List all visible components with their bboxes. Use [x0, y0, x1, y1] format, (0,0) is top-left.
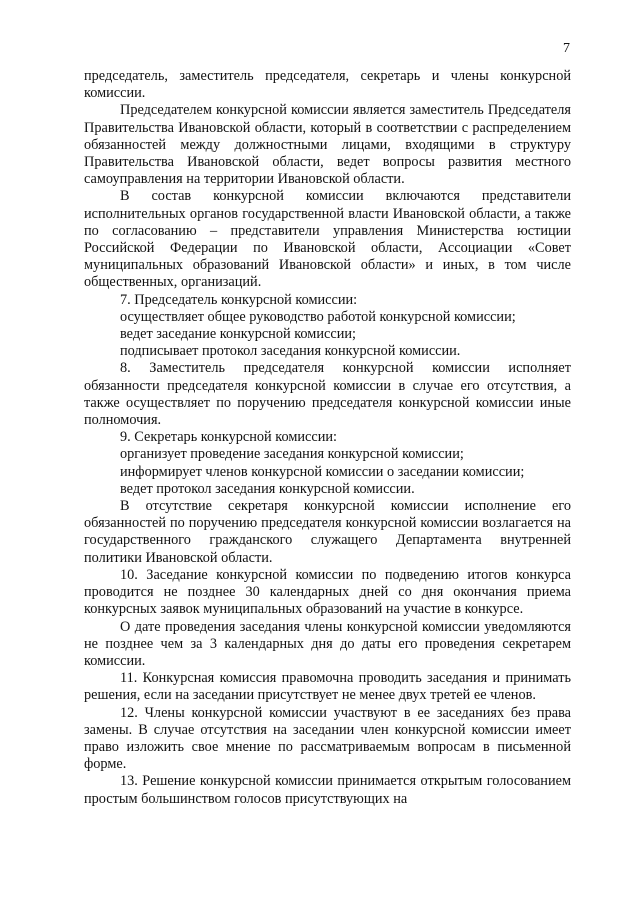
paragraph: подписывает протокол заседания конкурсной комиссии. [120, 343, 461, 360]
paragraph: 12. Члены конкурсной комиссии участвуют в ее заседаниях без права замены. В случае отсутствия на заседании член конкурсной комиссии имеет право изложить свое мнение по рассматриваемым вопросам в письменной форме. [84, 704, 571, 773]
paragraph: 7. Председатель конкурсной комиссии: [120, 291, 358, 308]
paragraph: Председателем конкурсной комиссии является заместитель Председателя Правительства Ивановской области, который в соответствии с распределением обязанностей между должностными лицами, входящими в структуру Правительства Ивановской области, ведет вопросы развития местного самоуправления на территории Ивановской области. [84, 102, 571, 188]
paragraph: осуществляет общее руководство работой конкурсной комиссии; [120, 308, 516, 325]
paragraph: В состав конкурсной комиссии включаются представители исполнительных органов государственной власти Ивановской области, а также по согласованию – представители управления Министерства юстиции Российской Федерации по Ивановской области, Ассоциации «Совет муниципальных образований Ивановской области» и иных, в том числе общественных, организаций. [84, 188, 571, 291]
paragraph: В отсутствие секретаря конкурсной комиссии исполнение его обязанностей по поручению председателя конкурсной комиссии возлагается на государственного гражданского служащего Департамента внутренней политики Ивановской области. [84, 498, 571, 566]
paragraph: 13. Решение конкурсной комиссии принимается открытым голосованием простым большинством голосов присутствующих на [84, 773, 571, 807]
paragraph: О дате проведения заседания члены конкурсной комиссии уведомляются не позднее чем за 3 календарных дня до даты его проведения секретарем комиссии. [84, 618, 571, 669]
paragraph: организует проведение заседания конкурсной комиссии; [120, 446, 464, 463]
paragraph: информирует членов конкурсной комиссии о заседании комиссии; [120, 463, 525, 480]
paragraph: ведет заседание конкурсной комиссии; [120, 326, 356, 343]
paragraph: 11. Конкурсная комиссия правомочна проводить заседания и принимать решения, если на заседании присутствует не менее двух третей ее членов. [84, 670, 571, 704]
document-body [84, 68, 571, 808]
page-number: 7 [563, 41, 570, 56]
paragraph: 8. Заместитель председателя конкурсной комиссии исполняет обязанности председателя конкурсной комиссии в случае его отсутствия, а также осуществляет по поручению председателя конкурсной комиссии иные полномочия. [84, 360, 571, 429]
paragraph: 9. Секретарь конкурсной комиссии: [120, 429, 337, 446]
paragraph: 10. Заседание конкурсной комиссии по подведению итогов конкурса проводится не позднее 30 календарных дней со дня окончания приема конкурсных заявок муниципальных образований на участие в конкурсе. [84, 566, 571, 618]
paragraph: председатель, заместитель председателя, секретарь и члены конкурсной комиссии. [84, 68, 571, 102]
paragraph: ведет протокол заседания конкурсной комиссии. [120, 480, 415, 497]
